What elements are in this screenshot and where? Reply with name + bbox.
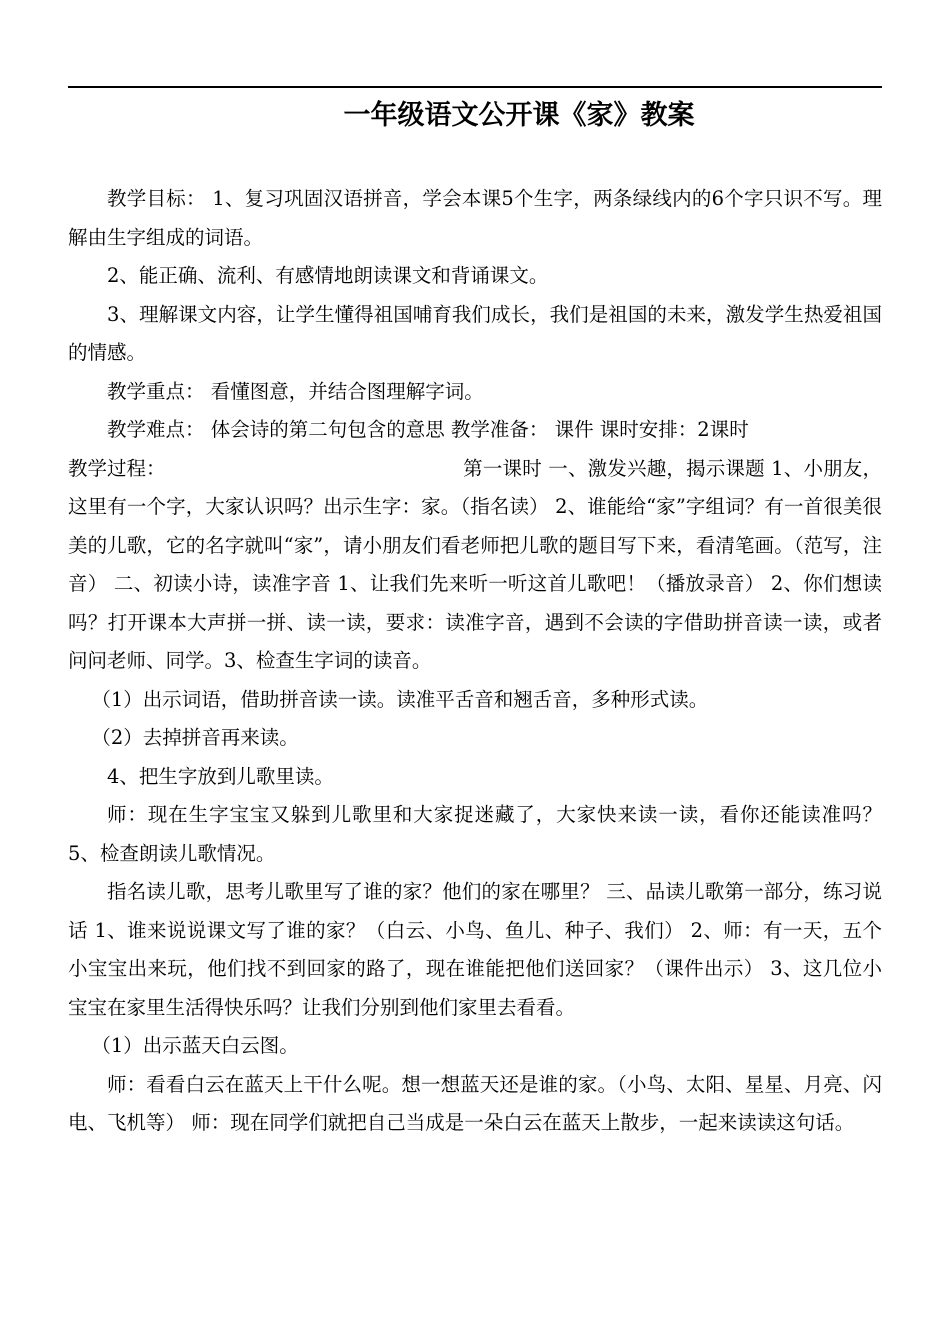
paragraph-key-points: 教学重点： 看懂图意，并结合图理解字词。 <box>107 379 484 403</box>
paragraph-teacher-2: 师：看看白云在蓝天上干什么呢。想一想蓝天还是谁的家。（小鸟、太阳、星星、月亮、闪电、飞机等） 师：现在同学们就把自己当成是一朵白云在蓝天上散步，一起来读读这句话。 <box>68 1072 882 1134</box>
paragraph-reading: 指名读儿歌，思考儿歌里写了谁的家？他们的家在哪里？ 三、品读儿歌第一部分，练习说话 1、谁来说说课文写了谁的家？（白云、小鸟、鱼儿、种子、我们） 2、师：有一天，五个小宝宝出来玩，他们找不到回家的路了，现在谁能把他们送回家？（课件出示） 3、这几位小宝宝在家里生活得快乐吗？让我们分别到他们家里去看看。 <box>68 880 882 1019</box>
header-rule <box>68 86 882 88</box>
paragraph-objectives: 教学目标： 1、复习巩固汉语拼音，学会本课5个生字，两条绿线内的6个字只识不写。理解由生字组成的词语。 <box>68 187 882 249</box>
paragraph-step-1: （1）出示词语，借助拼音读一读。读准平舌音和翘舌音，多种形式读。 <box>91 687 709 711</box>
paragraph-process <box>68 450 882 681</box>
paragraph-objective-2: 2、能正确、流利、有感情地朗读课文和背诵课文。 <box>107 264 549 287</box>
process-label: 教学过程： <box>68 456 166 480</box>
paragraph-show-image: （1）出示蓝天白云图。 <box>91 1034 299 1057</box>
paragraph-difficulties: 教学难点： 体会诗的第二句包含的意思 教学准备： 课件 课时安排：2课时 <box>107 418 749 441</box>
paragraph-step-4: 4、把生字放到儿歌里读。 <box>107 764 334 788</box>
paragraph-step-2: （2）去掉拼音再来读。 <box>91 726 299 749</box>
paragraph-teacher-1: 师：现在生字宝宝又躲到儿歌里和大家捉迷藏了，大家快来读一读，看你还能读准吗？ 5、检查朗读儿歌情况。 <box>68 803 882 865</box>
paragraph-objective-3: 3、理解课文内容，让学生懂得祖国哺育我们成长，我们是祖国的未来，激发学生热爱祖国的情感。 <box>68 302 882 364</box>
process-text: 第一课时 一、激发兴趣，揭示课题 1、小朋友，这里有一个字，大家认识吗？出示生字：家。（指名读） 2、谁能给“家”字组词？有一首很美很美的儿歌，它的名字就叫“家”，请小朋友们看老师把儿歌的题目写下来，看清笔画。（范写，注音） 二、初读小诗，读准字音 1、让我们先来听一听这首儿歌吧！（播放录音） 2、你们想读吗？打开课本大声拼一拼、读一读，要求：读准字音，遇到不会读的字借助拼音读一读，或者问问老师、同学。3、检查生字词的读音。 <box>68 456 882 672</box>
document-body <box>68 180 882 1143</box>
document-title: 一年级语文公开课《家》教案 <box>343 100 695 131</box>
